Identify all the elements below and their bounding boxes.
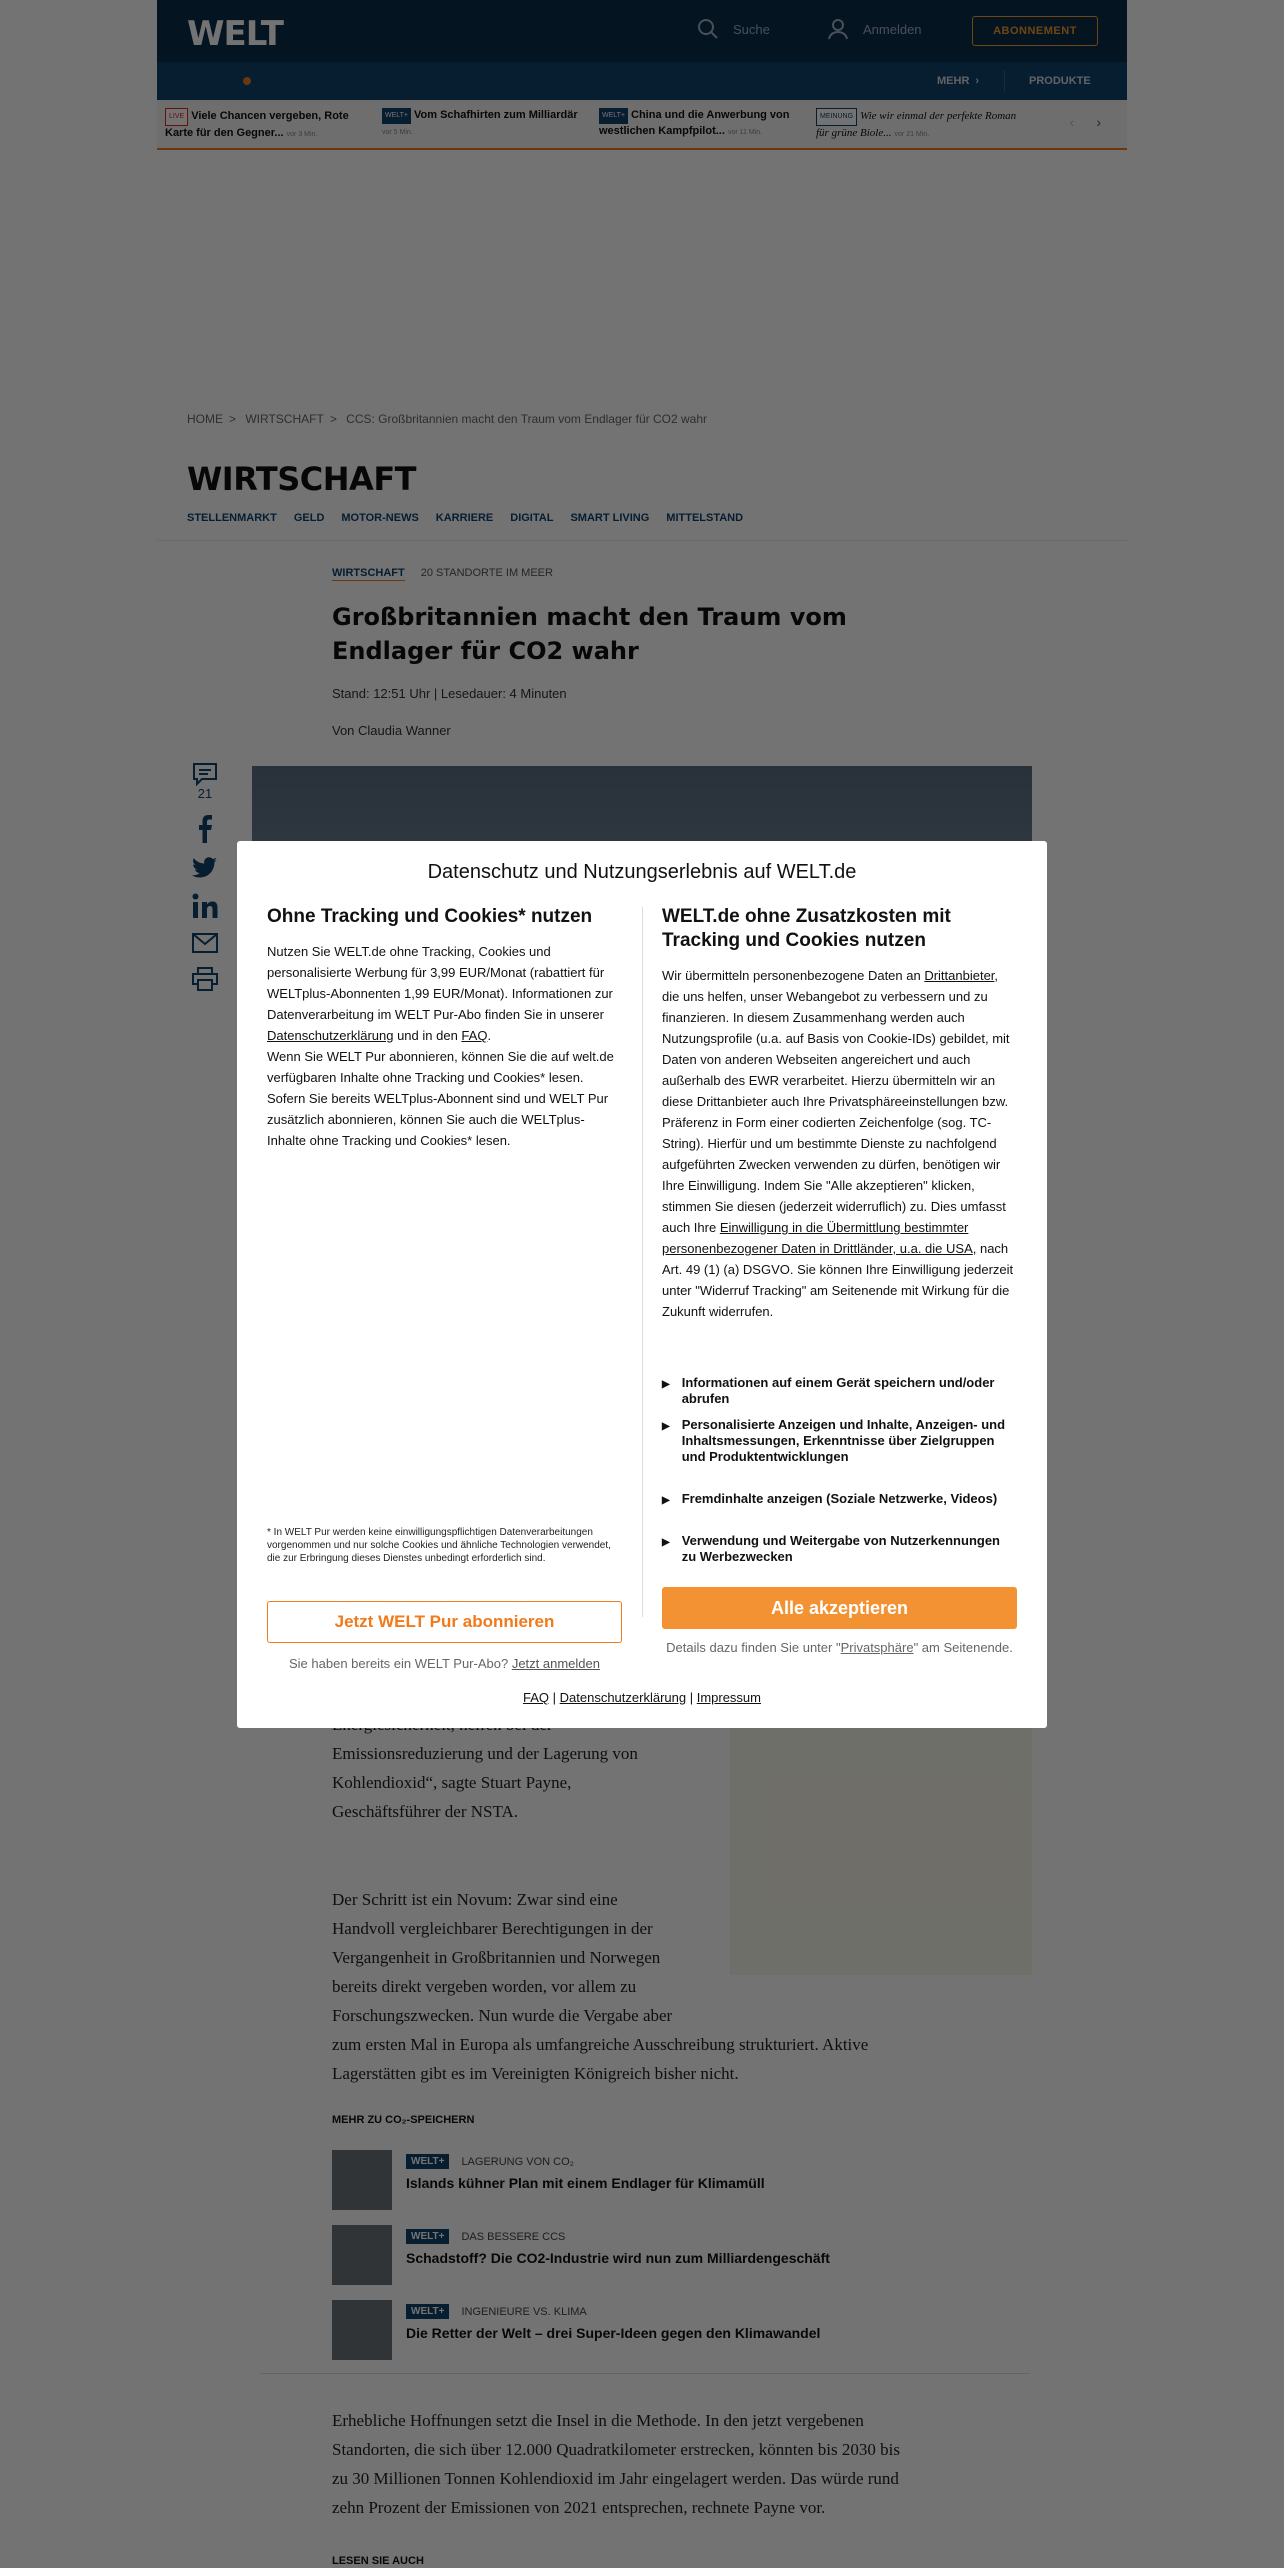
triangle-right-icon: ▶ — [662, 1379, 670, 1390]
accept-all-button[interactable]: Alle akzeptieren — [662, 1587, 1017, 1629]
purpose-label: Informationen auf einem Gerät speichern und/oder abrufen — [681, 1375, 995, 1406]
tracking-text — [662, 965, 1017, 1322]
consent-title: Datenschutz und Nutzungserlebnis auf WELT.de — [427, 861, 857, 883]
triangle-right-icon: ▶ — [662, 1495, 670, 1506]
purpose-label: Personalisierte Anzeigen und Inhalte, Anzeigen- und Inhaltsmessungen, Erkenntnisse über Zielgruppen und Produktentwicklungen — [681, 1417, 1006, 1464]
triangle-right-icon: ▶ — [662, 1537, 670, 1548]
triangle-right-icon: ▶ — [662, 1421, 670, 1432]
tracking-text-part: , nach Art. 49 (1) (a) DSGVO. Sie können Ihre Einwilligung jederzeit unter "Widerruf Tracking" am Seitenende mit Wirkung für die Zukunft widerrufen. — [662, 1241, 1014, 1319]
already-subscribed — [267, 1656, 622, 1671]
pur-text — [267, 941, 622, 1046]
login-link[interactable]: Jetzt anmelden — [511, 1656, 600, 1671]
third-country-consent-link[interactable]: Einwilligung in die Übermittlung bestimmter personenbezogener Daten in Drittländer, u.a. die USA — [662, 1220, 973, 1256]
consent-footer-links: FAQ | Datenschutzerklärung | Impressum — [523, 1690, 761, 1705]
footer-privacy-link[interactable]: Datenschutzerklärung — [559, 1690, 687, 1705]
column-divider — [642, 907, 643, 1617]
privacy-policy-link[interactable]: Datenschutzerklärung — [267, 1028, 394, 1043]
pur-text-part: . — [487, 1028, 492, 1043]
pur-text-part: und in den — [393, 1028, 462, 1043]
tracking-column — [662, 905, 1017, 1322]
faq-link[interactable]: FAQ — [461, 1028, 488, 1043]
tracking-heading: WELT.de ohne Zusatzkosten mit Tracking und Cookies nutzen — [662, 906, 951, 951]
pur-footnote: * In WELT Pur werden keine einwilligungspflichtigen Datenverarbeitungen vorgenommen und nur solche Cookies und ähnliche Technologien verwendet, die zur Erbringung dieses Dienstes unbedingt erforderlich sind. — [267, 1527, 611, 1564]
details-text: " am Seitenende. — [913, 1640, 1013, 1655]
purpose-label: Fremdinhalte anzeigen (Soziale Netzwerke, Videos) — [681, 1491, 998, 1506]
details-note — [662, 1639, 1017, 1656]
tracking-text-part: , die uns helfen, unser Webangebot zu verbessern und zu finanzieren. In diesem Zusammenhang werden auch Nutzungsprofile (u.a. auf Basis von Cookie-IDs) gebildet, mit Daten von anderen Webseiten angereichert und auch außerhalb des EWR verarbeitet. Hierzu übermitteln wir an diese Drittanbieter auch Ihre Privatsphäreeinstellungen bzw. Präferenz in Form einer codierten Zeichenfolge (sog. TC-String). Hierfür und um bestimmte Dienste zu nachfolgend aufgeführten Zwecken verwenden zu dürfen, benötigen wir Ihre Einwilligung. Indem Sie "Alle akzeptieren" klicken, stimmen Sie diesen (jederzeit widerruflich) zu. Dies umfasst auch Ihre — [662, 968, 1010, 1235]
pur-heading: Ohne Tracking und Cookies* nutzen — [267, 906, 593, 927]
already-text: Sie haben bereits ein WELT Pur-Abo? — [289, 1656, 512, 1671]
consent-dialog — [237, 841, 1047, 1728]
privacy-link[interactable]: Privatsphäre — [840, 1640, 914, 1655]
purpose-item[interactable] — [662, 1417, 1017, 1465]
pur-text-2: Wenn Sie WELT Pur abonnieren, können Sie die auf welt.de verfügbaren Inhalte ohne Tracking und Cookies* lesen. Sofern Sie bereits WELTplus-Abonnent sind und WELT Pur zusätzlich abonnieren, können Sie auch die WELTplus-Inhalte ohne Tracking und Cookies* lesen. — [267, 1049, 614, 1148]
subscribe-pur-button[interactable]: Jetzt WELT Pur abonnieren — [267, 1601, 622, 1643]
third-party-link[interactable]: Drittanbieter — [924, 968, 995, 983]
tracking-text-part: Wir übermitteln personenbezogene Daten an — [662, 968, 925, 983]
purpose-item[interactable] — [662, 1491, 1017, 1509]
footer-faq-link[interactable]: FAQ — [523, 1690, 550, 1705]
footer-imprint-link[interactable]: Impressum — [696, 1690, 761, 1705]
purpose-item[interactable] — [662, 1533, 1017, 1565]
pur-text-part: Nutzen Sie WELT.de ohne Tracking, Cookies und personalisierte Werbung für 3,99 EUR/Monat (rabattiert für WELTplus-Abonnenten 1,99 EUR/Monat). Informationen zur Datenverarbeitung im WELT Pur-Abo finden Sie in unserer — [267, 944, 613, 1022]
details-text: Details dazu finden Sie unter " — [666, 1640, 841, 1655]
purpose-label: Verwendung und Weitergabe von Nutzerkennungen zu Werbezwecken — [681, 1533, 1000, 1564]
pur-column — [267, 905, 622, 1151]
purpose-item[interactable] — [662, 1375, 1017, 1407]
